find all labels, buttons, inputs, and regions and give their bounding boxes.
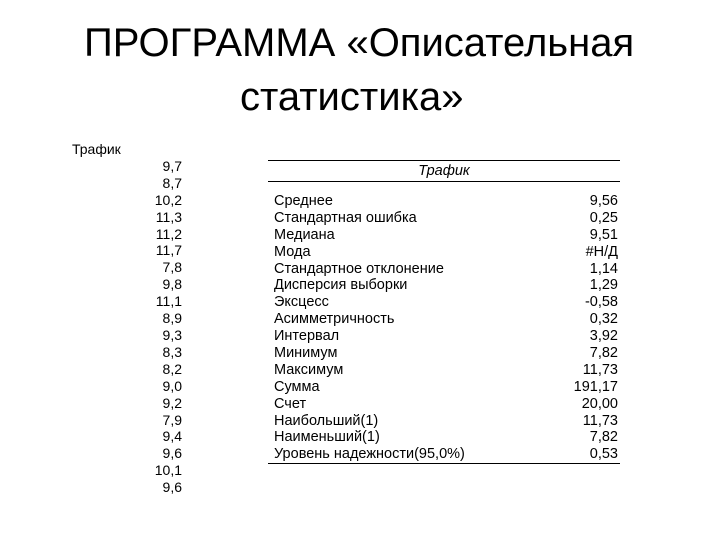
raw-data-value: 9,2 <box>162 394 182 411</box>
stat-value: 0,25 <box>589 209 618 226</box>
table-row <box>268 294 620 311</box>
raw-data-value: 8,3 <box>162 343 182 360</box>
raw-data-value: 9,4 <box>162 428 182 445</box>
statistics-table <box>268 160 620 464</box>
raw-data-value: 11,3 <box>155 208 182 225</box>
table-row <box>268 413 620 430</box>
stat-value: 1,14 <box>589 260 618 277</box>
stat-value: 11,73 <box>582 412 618 429</box>
table-row <box>268 345 620 362</box>
stat-label: Счет <box>274 395 307 412</box>
table-row <box>268 446 620 463</box>
stat-value: 7,82 <box>589 345 618 362</box>
table-row <box>268 362 620 379</box>
raw-data-header: Трафик <box>72 141 121 157</box>
stat-label: Сумма <box>274 378 320 395</box>
raw-data-value: 7,9 <box>162 411 182 428</box>
raw-data-value: 10,2 <box>154 191 182 208</box>
title-line-1: ПРОГРАММА «Описательная <box>84 21 635 65</box>
stat-label: Асимметричность <box>274 311 395 328</box>
stat-value: 9,56 <box>589 193 618 209</box>
raw-data-value: 11,7 <box>155 242 182 259</box>
raw-data-value: 9,6 <box>162 445 182 462</box>
stat-value: #Н/Д <box>585 243 618 260</box>
raw-data-value: 10,1 <box>154 462 182 479</box>
stat-label: Медиана <box>274 226 335 243</box>
table-row <box>268 210 620 227</box>
stat-value: 20,00 <box>581 395 618 412</box>
stat-label: Интервал <box>274 328 340 345</box>
stat-label: Мода <box>274 243 311 260</box>
table-row <box>268 396 620 413</box>
table-row <box>268 311 620 328</box>
raw-data-list <box>72 141 182 496</box>
stat-value: 0,32 <box>589 311 618 328</box>
stat-label: Уровень надежности(95,0%) <box>274 446 465 463</box>
page-title <box>0 16 720 124</box>
stat-label: Наименьший(1) <box>274 429 380 446</box>
stat-value: 11,73 <box>582 361 618 378</box>
raw-data-value: 9,0 <box>162 377 182 394</box>
stat-value: 1,29 <box>589 277 618 294</box>
stat-label: Дисперсия выборки <box>274 277 408 294</box>
stat-label: Наибольший(1) <box>274 412 379 429</box>
raw-data-value: 8,9 <box>162 310 182 327</box>
stat-label: Минимум <box>274 345 338 362</box>
raw-data-value: 8,2 <box>162 360 182 377</box>
table-row <box>268 379 620 396</box>
stat-label: Стандартная ошибка <box>274 209 417 226</box>
table-row <box>268 328 620 345</box>
table-row <box>268 227 620 244</box>
stat-value: 191,17 <box>573 378 618 395</box>
raw-data-value: 11,2 <box>155 225 182 242</box>
table-row <box>268 429 620 446</box>
stat-label: Стандартное отклонение <box>274 260 444 277</box>
stat-value: 3,92 <box>589 328 618 345</box>
stat-label: Среднее <box>274 193 333 209</box>
raw-data-value: 9,8 <box>162 276 182 293</box>
stat-label: Максимум <box>274 361 344 378</box>
raw-data-value: 7,8 <box>162 259 182 276</box>
title-line-2: статистика» <box>240 75 464 119</box>
statistics-table-header: Трафик <box>268 161 620 182</box>
raw-data-value: 11,1 <box>155 293 182 310</box>
stat-label: Эксцесс <box>274 294 329 311</box>
stat-value: 7,82 <box>589 429 618 446</box>
table-row <box>268 277 620 294</box>
stat-value: -0,58 <box>584 294 618 311</box>
table-row <box>268 244 620 261</box>
raw-data-value: 8,7 <box>162 174 182 191</box>
raw-data-value: 9,3 <box>162 326 182 343</box>
table-row <box>268 261 620 278</box>
raw-data-value: 9,6 <box>162 479 182 496</box>
table-row <box>268 193 620 210</box>
stat-value: 9,51 <box>589 226 618 243</box>
stat-value: 0,53 <box>589 446 618 463</box>
raw-data-value: 9,7 <box>162 157 182 174</box>
